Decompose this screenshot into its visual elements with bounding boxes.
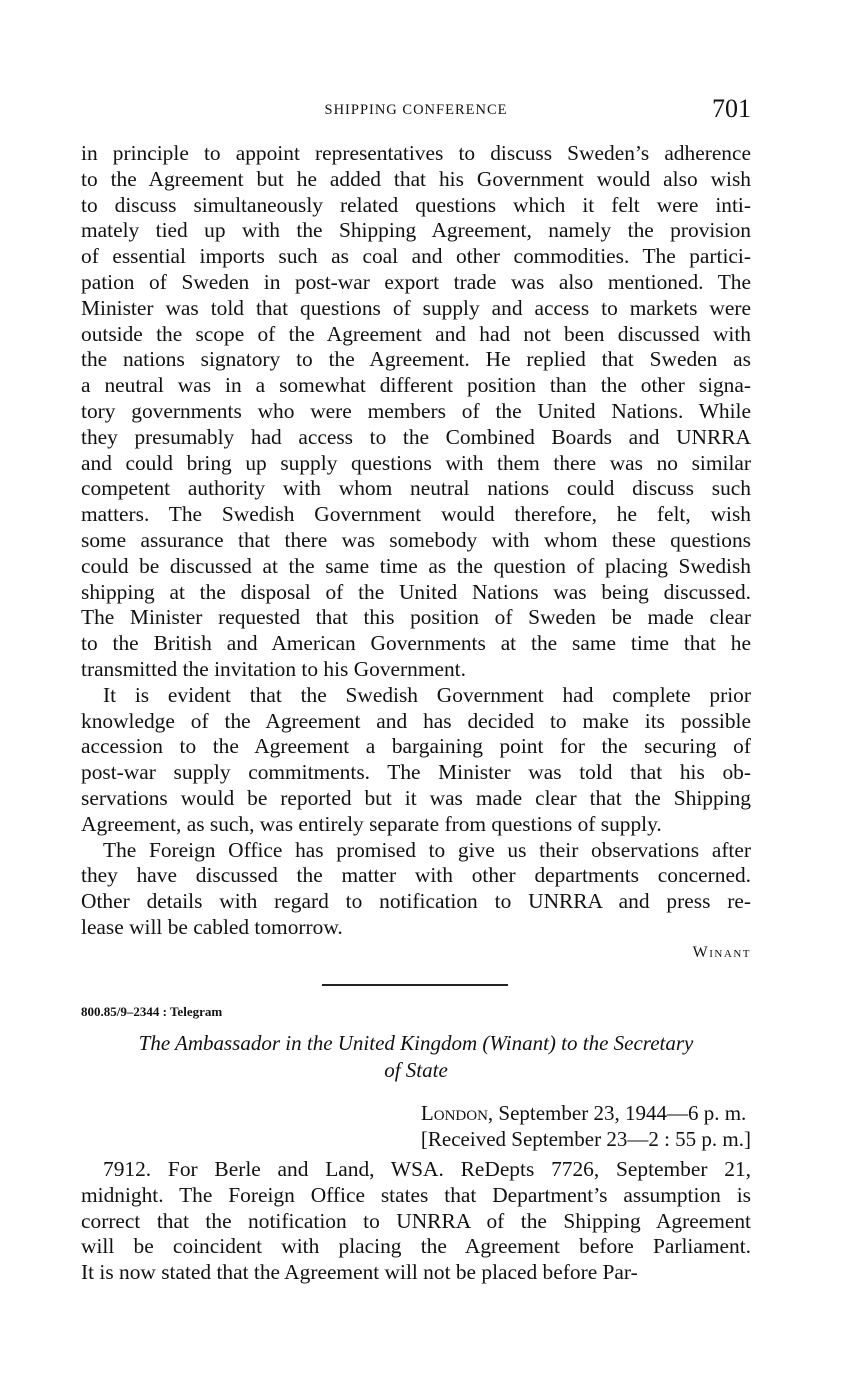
text-line: servations would be reported but it was made clear that the Shipping (81, 785, 751, 810)
text-line: Other details with regard to notification to UNRRA and press re- (81, 889, 751, 914)
text-line: correct that the notification to UNRRA of the Shipping Agreement (81, 1208, 751, 1233)
text-line: The Minister requested that this position of Sweden be made clear (81, 605, 751, 630)
text-line: It is evident that the Swedish Government had complete prior (103, 682, 751, 707)
text-line: The Foreign Office has promised to give us their observations after (103, 837, 751, 862)
text-line: to the Agreement but he added that his Government would also wish (81, 166, 751, 191)
text-line: a neutral was in a somewhat different position than the other signa- (81, 373, 751, 398)
heading-line: of State (384, 1058, 448, 1082)
dateline (421, 1100, 751, 1152)
page-header (81, 92, 751, 128)
text-line: post-war supply commitments. The Minister was told that his ob- (81, 760, 751, 785)
paragraph-continuation (81, 141, 751, 941)
text-line: knowledge of the Agreement and has decided to make its possible (81, 708, 751, 733)
text-line: mately tied up with the Shipping Agreement, namely the provision (81, 218, 751, 243)
text-line: matters. The Swedish Government would therefore, he felt, wish (81, 502, 751, 527)
dateline-date: , September 23, 1944—6 p. m. (487, 1101, 747, 1125)
text-line: to the British and American Governments at the same time that he (81, 631, 751, 656)
heading-line: The Ambassador in the United Kingdom (Winant) to the Secretary (138, 1031, 694, 1055)
signature: Winant (692, 944, 751, 961)
text-line: shipping at the disposal of the United Nations was being discussed. (81, 579, 751, 604)
text-line: tory governments who were members of the United Nations. While (81, 398, 751, 423)
text-line: they have discussed the matter with other departments concerned. (81, 863, 751, 888)
text-line: midnight. The Foreign Office states that Department’s assumption is (81, 1182, 751, 1207)
text-line: It is now stated that the Agreement will not be placed before Par- (81, 1260, 638, 1285)
text-line: transmitted the invitation to his Government. (81, 656, 466, 681)
text-line: could be discussed at the same time as the question of placing Swedish (81, 553, 751, 578)
dateline-place: London (420, 1101, 488, 1125)
document-heading (81, 1030, 751, 1084)
dateline-received: [Received September 23—2 : 55 p. m.] (420, 1127, 751, 1151)
file-reference: 800.85/9–2344 : Telegram (81, 1004, 223, 1019)
text-line: of essential imports such as coal and other commodities. The partici- (81, 244, 751, 269)
text-line: Agreement, as such, was entirely separate from questions of supply. (81, 811, 662, 836)
text-line: the nations signatory to the Agreement. He replied that Sweden as (81, 347, 751, 372)
text-line: outside the scope of the Agreement and had not been discussed with (81, 321, 751, 346)
text-line: competent authority with whom neutral nations could discuss such (81, 476, 751, 501)
text-line: 7912. For Berle and Land, WSA. ReDepts 7726, September 21, (103, 1157, 751, 1181)
section-divider (322, 984, 508, 986)
page-number: 701 (712, 94, 751, 123)
text-line: to discuss simultaneously related questions which it felt were inti- (81, 192, 751, 217)
text-line: and could bring up supply questions with them there was no similar (81, 450, 751, 475)
text-line: in principle to appoint representatives to discuss Sweden’s adherence (81, 141, 751, 165)
text-line: accession to the Agreement a bargaining point for the securing of (81, 734, 751, 759)
text-line: pation of Sweden in post-war export trade was also mentioned. The (81, 269, 751, 294)
running-title: SHIPPING CONFERENCE (324, 102, 508, 118)
telegram-body (81, 1157, 751, 1286)
text-line: will be coincident with placing the Agreement before Parliament. (81, 1234, 751, 1259)
text-line: some assurance that there was somebody with whom these questions (81, 527, 751, 552)
dateline-sent (421, 1100, 751, 1126)
text-line: they presumably had access to the Combined Boards and UNRRA (81, 424, 751, 449)
text-line: Minister was told that questions of supply and access to markets were (81, 295, 751, 320)
text-line: lease will be cabled tomorrow. (81, 914, 343, 939)
